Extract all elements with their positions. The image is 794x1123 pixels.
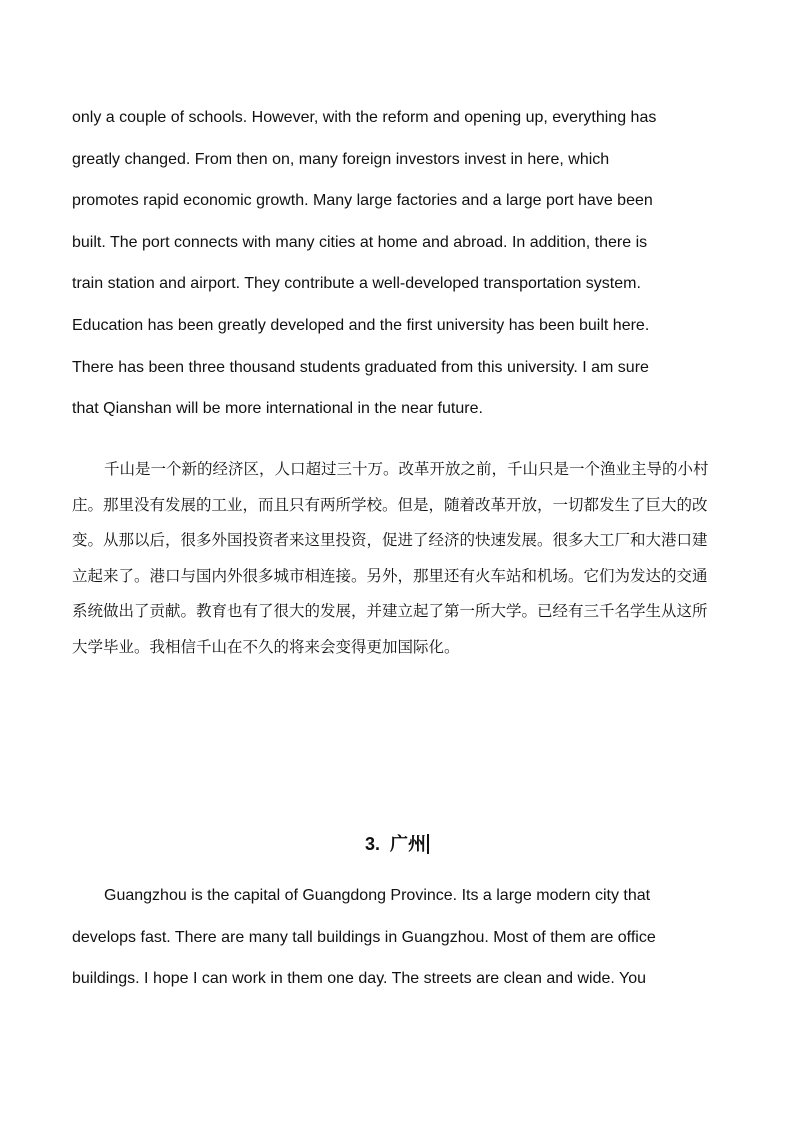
text-line: 变。从那以后，很多外国投资者来这里投资，促进了经济的快速发展。很多大工厂和大港口建 bbox=[72, 531, 708, 550]
text-line: 大学毕业。我相信千山在不久的将来会变得更加国际化。 bbox=[72, 637, 460, 656]
text-line: 系统做出了贡献。教育也有了很大的发展，并建立起了第一所大学。已经有三千名学生从这所 bbox=[72, 602, 708, 621]
text-line: Education has been greatly developed and the first university has been built here. bbox=[72, 316, 650, 334]
text-line: There has been three thousand students graduated from this university. I am sure bbox=[72, 358, 649, 376]
text-line: promotes rapid economic growth. Many large factories and a large port have been bbox=[72, 192, 653, 210]
text-line: built. The port connects with many cities at home and abroad. In addition, there is bbox=[72, 233, 648, 251]
text-line: 立起来了。港口与国内外很多城市相连接。另外，那里还有火车站和机场。它们为发达的交通 bbox=[72, 566, 708, 585]
section-heading-guangzhou bbox=[0, 828, 794, 860]
text-line: that Qianshan will be more international in the near future. bbox=[72, 400, 483, 418]
text-line: greatly changed. From then on, many foreign investors invest in here, which bbox=[72, 150, 610, 168]
text-line: develops fast. There are many tall buildings in Guangzhou. Most of them are office bbox=[72, 928, 656, 946]
chinese-paragraph-qianshan bbox=[72, 452, 724, 666]
section-number: 3. bbox=[364, 834, 380, 854]
section-title: 广州 bbox=[390, 834, 426, 854]
english-paragraph-guangzhou bbox=[72, 875, 722, 1000]
text-line: train station and airport. They contribute a well-developed transportation system. bbox=[72, 275, 641, 293]
text-line: Guangzhou is the capital of Guangdong Province. Its a large modern city that bbox=[104, 887, 651, 904]
text-line: 千山是一个新的经济区，人口超过三十万。改革开放之前，千山只是一个渔业主导的小村 bbox=[104, 460, 709, 478]
text-line: buildings. I hope I can work in them one day. The streets are clean and wide. You bbox=[72, 970, 646, 988]
english-paragraph-qianshan bbox=[72, 97, 722, 430]
text-line: 庄。那里没有发展的工业，而且只有两所学校。但是，随着改革开放，一切都发生了巨大的改 bbox=[72, 495, 708, 514]
text-line: only a couple of schools. However, with the reform and opening up, everything has bbox=[72, 109, 657, 126]
text-cursor bbox=[427, 834, 429, 854]
